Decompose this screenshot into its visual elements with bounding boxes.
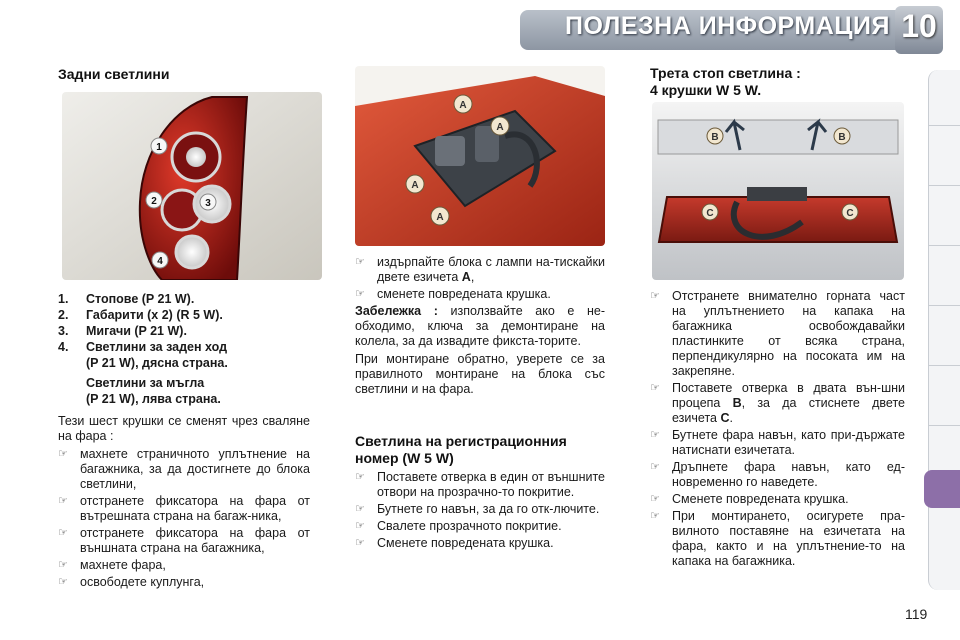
page-number: 119 bbox=[905, 606, 928, 622]
list-item: ☞ Свалете прозрачното покритие. bbox=[355, 519, 562, 533]
pointing-hand-icon: ☞ bbox=[355, 471, 365, 483]
list-item: ☞ Дръпнете фара навън, като ед-новременно го наведете. bbox=[650, 460, 905, 489]
third-stop-instructions bbox=[650, 289, 905, 571]
callout-4: 4 bbox=[157, 256, 163, 267]
pointing-hand-icon: ☞ bbox=[58, 527, 68, 539]
list-item: ☞ Бутнете го навън, за да го отк-лючите. bbox=[355, 502, 600, 516]
chapter-tab-divider bbox=[928, 305, 960, 306]
bulb-list bbox=[58, 291, 318, 407]
list-item: ☞ сменете повредената крушка. bbox=[355, 287, 551, 301]
pointing-hand-icon: ☞ bbox=[355, 288, 365, 300]
list-item: ☞ Поставете отверка в двата вън-шни процепа B, за да стиснете двете езичета C. bbox=[650, 381, 905, 425]
list-item: ☞ махнете страничното уплътнение на багажника, за да достигнете до блока светлини, bbox=[58, 447, 310, 491]
list-item: ☞ махнете фара, bbox=[58, 558, 166, 572]
rear-lights-image bbox=[62, 92, 322, 280]
page-header bbox=[0, 0, 960, 60]
list-item: ☞ Сменете повредената крушка. bbox=[355, 536, 554, 550]
callout-a: A bbox=[436, 212, 444, 223]
pointing-hand-icon: ☞ bbox=[650, 290, 660, 302]
pointing-hand-icon: ☞ bbox=[355, 520, 365, 532]
section-heading-third-stop bbox=[650, 65, 910, 99]
section-heading-plate-light: Светлина на регистрационния номер (W 5 W) bbox=[355, 433, 567, 466]
list-item: ☞ Сменете повредената крушка. bbox=[650, 492, 849, 506]
pointing-hand-icon: ☞ bbox=[355, 537, 365, 549]
callout-1: 1 bbox=[156, 142, 162, 153]
chapter-tab-divider bbox=[928, 245, 960, 246]
callout-a: A bbox=[411, 180, 419, 191]
list-item: ☞ освободете куплунга, bbox=[58, 575, 205, 589]
pointing-hand-icon: ☞ bbox=[650, 493, 660, 505]
list-item: 2. Габарити (x 2) (R 5 W). bbox=[58, 308, 223, 322]
pointing-hand-icon: ☞ bbox=[355, 503, 365, 515]
callout-b: B bbox=[711, 132, 719, 143]
chapter-tab-divider bbox=[928, 185, 960, 186]
chapter-tab-divider bbox=[928, 425, 960, 426]
list-item: 4. Светлини за заден ход bbox=[58, 340, 228, 354]
callout-a: A bbox=[459, 100, 467, 111]
chapter-tab-divider bbox=[928, 365, 960, 366]
heading-line: 4 крушки W 5 W. bbox=[650, 82, 762, 98]
pointing-hand-icon: ☞ bbox=[58, 495, 68, 507]
list-item: 1. Стопове (P 21 W). bbox=[58, 292, 195, 306]
rear-lights-instructions bbox=[58, 414, 310, 592]
lamp-unit-image bbox=[355, 66, 605, 246]
callout-3: 3 bbox=[205, 198, 211, 209]
pointing-hand-icon: ☞ bbox=[650, 510, 660, 522]
list-item: ☞ Поставете отверка в един от външните отвори на прозрачно-то покритие. bbox=[355, 470, 605, 499]
note-paragraph: Забележка : използвайте ако е не-обходимо, ключа за демонтиране на колела, за да извадите фикста-торите. bbox=[355, 304, 605, 348]
callout-c: C bbox=[846, 208, 854, 219]
list-item: ☞ При монтирането, осигурете пра-вилното поставяне на езичетата на фара, както и на уплътнение-то на капака на багажника. bbox=[650, 509, 905, 568]
chapter-number: 10 bbox=[901, 8, 937, 44]
plate-light-instructions bbox=[355, 470, 605, 553]
pointing-hand-icon: ☞ bbox=[355, 256, 365, 268]
pointing-hand-icon: ☞ bbox=[58, 559, 68, 571]
pointing-hand-icon: ☞ bbox=[650, 429, 660, 441]
pointing-hand-icon: ☞ bbox=[650, 382, 660, 394]
pointing-hand-icon: ☞ bbox=[650, 461, 660, 473]
lamp-unit-instructions bbox=[355, 255, 605, 397]
pointing-hand-icon: ☞ bbox=[58, 448, 68, 460]
list-item: ☞ отстранете фиксатора на фара от външната страна на багажника, bbox=[58, 526, 310, 555]
chapter-tab-divider bbox=[928, 125, 960, 126]
pointing-hand-icon: ☞ bbox=[58, 576, 68, 588]
list-item-continued: (P 21 W), дясна страна. bbox=[86, 356, 228, 370]
callout-2: 2 bbox=[151, 196, 157, 207]
list-item: ☞ Бутнете фара навън, като при-държате натиснати езичетата. bbox=[650, 428, 905, 457]
callout-a: A bbox=[496, 122, 504, 133]
chapter-tab-active[interactable] bbox=[924, 470, 960, 508]
list-item-continued: (P 21 W), лява страна. bbox=[86, 392, 221, 406]
reassembly-paragraph: При монтиране обратно, уверете се за правилното монтиране на блока със светлини и на фара. bbox=[355, 352, 605, 396]
chapter-tab-strip bbox=[928, 70, 960, 590]
list-item: ☞ отстранете фиксатора на фара от вътрешната страна на багаж-ника, bbox=[58, 494, 310, 523]
section-heading-rear-lights: Задни светлини bbox=[58, 66, 170, 82]
intro-paragraph: Тези шест крушки се сменят чрез сваляне на фара : bbox=[58, 414, 310, 443]
list-item: ☞ издърпайте блока с лампи на-тискайки двете езичета A, bbox=[355, 255, 605, 284]
callout-c: C bbox=[706, 208, 714, 219]
list-item-extra: Светлини за мъгла bbox=[86, 376, 205, 390]
page-title: ПОЛЕЗНА ИНФОРМАЦИЯ bbox=[565, 12, 890, 40]
list-item: ☞ Отстранете внимателно горната част на уплътнението на капака на багажника освобождавайки пластинките от всяка страна, перпендикулярно на посоката им на закрепяне. bbox=[650, 289, 905, 378]
list-item: 3. Мигачи (P 21 W). bbox=[58, 324, 187, 338]
callout-b: B bbox=[838, 132, 846, 143]
heading-line: Трета стоп светлина : bbox=[650, 65, 801, 81]
third-stop-light-image bbox=[652, 102, 904, 280]
